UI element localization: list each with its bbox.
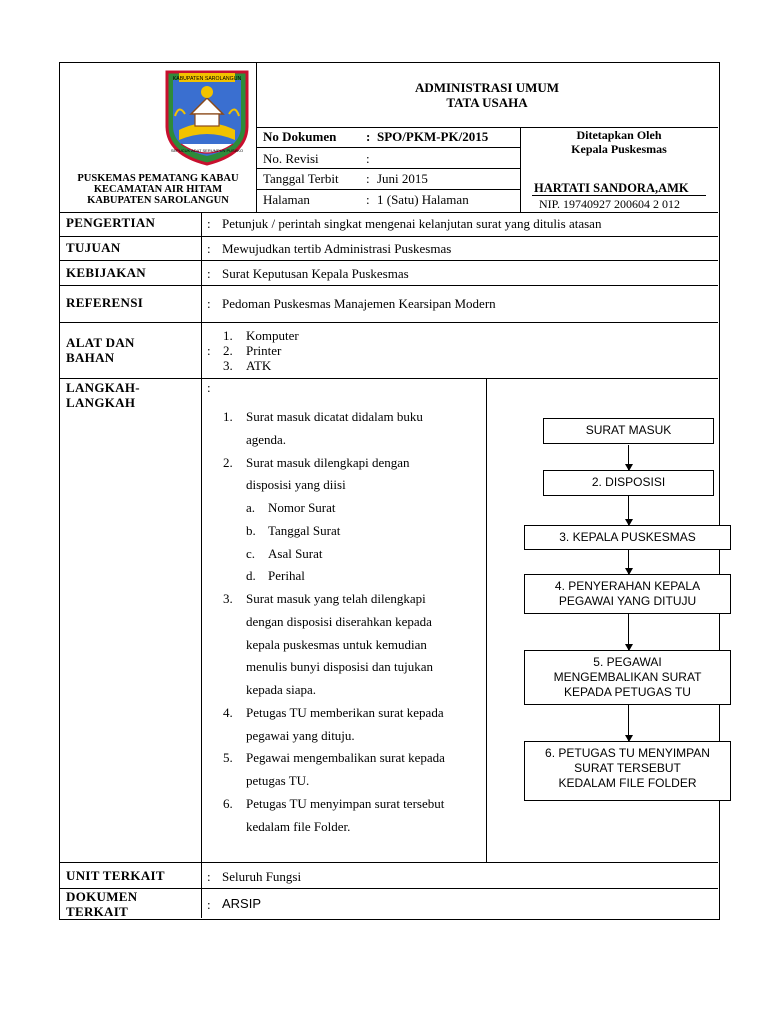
issue-date-label: Tanggal Terbit bbox=[263, 171, 339, 186]
step-6-line-2: kedalam file Folder. bbox=[246, 819, 351, 834]
flow-arrow-1 bbox=[628, 445, 629, 470]
title-line-2: TATA USAHA bbox=[446, 95, 528, 110]
step-4-number: 4. bbox=[223, 705, 233, 720]
flow-box-6-line-1: 6. PETUGAS TU MENYIMPAN bbox=[545, 746, 710, 760]
flow-box-surat-masuk bbox=[543, 418, 714, 444]
langkah-label-line-1: LANGKAH- bbox=[66, 380, 140, 395]
revision-colon: : bbox=[366, 151, 370, 166]
flow-box-5-line-2: MENGEMBALIKAN SURAT bbox=[553, 670, 702, 684]
district-logo bbox=[161, 70, 253, 166]
flow-box-1-text: SURAT MASUK bbox=[585, 423, 672, 437]
alat-item-1: Komputer bbox=[246, 328, 299, 343]
flow-box-4-line-2: PEGAWAI YANG DITUJU bbox=[558, 594, 697, 608]
svg-text:SEPUCUK ADAT SERUMPUN PUSAKO: SEPUCUK ADAT SERUMPUN PUSAKO bbox=[170, 148, 244, 153]
alat-item-2: Printer bbox=[246, 343, 282, 358]
row-line-pengertian bbox=[59, 236, 718, 237]
flow-box-2-text: 2. DISPOSISI bbox=[591, 475, 666, 489]
approval-line-1: Ditetapkan Oleh bbox=[576, 128, 662, 142]
step-2-line-1: Surat masuk dilengkapi dengan bbox=[246, 455, 410, 470]
step-3-line-1: Surat masuk yang telah dilengkapi bbox=[246, 591, 426, 606]
signatory-nip: NIP. 19740927 200604 2 012 bbox=[539, 197, 681, 211]
doc-number-colon: : bbox=[366, 129, 371, 144]
referensi-colon: : bbox=[207, 296, 211, 311]
flow-box-kepala-puskesmas bbox=[524, 525, 731, 550]
step-3-line-5: kepada siapa. bbox=[246, 682, 317, 697]
row-line-unit bbox=[59, 888, 718, 889]
step-2-sub-b-letter: b. bbox=[246, 523, 256, 538]
step-2-sub-d: Perihal bbox=[268, 568, 305, 583]
title-line-1: ADMINISTRASI UMUM bbox=[414, 80, 560, 95]
referensi-label: REFERENSI bbox=[66, 295, 144, 310]
step-2-sub-c: Asal Surat bbox=[268, 546, 323, 561]
page-colon: : bbox=[366, 192, 370, 207]
step-2-sub-a: Nomor Surat bbox=[268, 500, 336, 515]
kebijakan-value: Surat Keputusan Kepala Puskesmas bbox=[222, 266, 409, 281]
step-3-line-2: dengan disposisi diserahkan kepada bbox=[246, 614, 432, 629]
flow-box-petugas-menyimpan bbox=[524, 741, 731, 801]
issue-date-value: Juni 2015 bbox=[377, 171, 428, 186]
revision-label: No. Revisi bbox=[263, 151, 319, 166]
step-3-line-3: kepala puskesmas untuk kemudian bbox=[246, 637, 427, 652]
step-2-sub-b: Tanggal Surat bbox=[268, 523, 341, 538]
step-2-line-2: disposisi yang diisi bbox=[246, 477, 346, 492]
step-4-line-1: Petugas TU memberikan surat kepada bbox=[246, 705, 444, 720]
alat-label-line-1: ALAT DAN bbox=[66, 335, 135, 350]
step-2-sub-a-letter: a. bbox=[246, 500, 256, 515]
dokumen-terkait-value: ARSIP bbox=[222, 896, 262, 911]
flow-box-pegawai-mengembalikan bbox=[524, 650, 731, 705]
org-line-2: KECAMATAN AIR HITAM bbox=[93, 184, 223, 195]
tujuan-colon: : bbox=[207, 241, 211, 256]
row-line-alat bbox=[59, 378, 718, 379]
step-1-line-2: agenda. bbox=[246, 432, 287, 447]
flow-box-disposisi bbox=[543, 470, 714, 496]
row-line-referensi bbox=[59, 322, 718, 323]
pengertian-label: PENGERTIAN bbox=[66, 215, 156, 230]
row-line-langkah bbox=[59, 862, 718, 863]
step-5-line-2: petugas TU. bbox=[246, 773, 310, 788]
referensi-value: Pedoman Puskesmas Manajemen Kearsipan Modern bbox=[222, 296, 496, 311]
flow-box-6-line-3: KEDALAM FILE FOLDER bbox=[558, 776, 697, 790]
row-line-kebijakan bbox=[59, 285, 718, 286]
alat-label-line-2: BAHAN bbox=[66, 350, 115, 365]
kebijakan-label: KEBIJAKAN bbox=[66, 265, 146, 280]
tujuan-value: Mewujudkan tertib Administrasi Puskesmas bbox=[222, 241, 452, 256]
org-line-3: KABUPATEN SAROLANGUN bbox=[87, 195, 229, 206]
step-3-number: 3. bbox=[223, 591, 233, 606]
step-2-sub-d-letter: d. bbox=[246, 568, 256, 583]
dokumen-terkait-colon: : bbox=[207, 897, 211, 912]
doc-field-line-3 bbox=[256, 189, 520, 190]
step-5-number: 5. bbox=[223, 750, 233, 765]
tujuan-label: TUJUAN bbox=[66, 240, 121, 255]
flow-arrow-2 bbox=[628, 496, 629, 525]
row-line-header bbox=[59, 212, 718, 213]
step-6-number: 6. bbox=[223, 796, 233, 811]
unit-terkait-value: Seluruh Fungsi bbox=[222, 869, 302, 884]
flow-box-5-line-1: 5. PEGAWAI bbox=[593, 655, 662, 669]
langkah-colon: : bbox=[207, 380, 211, 395]
organization-name bbox=[60, 173, 256, 206]
flow-arrow-3 bbox=[628, 550, 629, 574]
flowchart-column-divider bbox=[486, 378, 487, 862]
org-line-1: PUSKEMAS PEMATANG KABAU bbox=[77, 173, 239, 184]
pengertian-value: Petunjuk / perintah singkat mengenai kelanjutan surat yang ditulis atasan bbox=[222, 216, 602, 231]
step-6-line-1: Petugas TU menyimpan surat tersebut bbox=[246, 796, 445, 811]
alat-item-2-number: 2. bbox=[223, 343, 233, 358]
row-line-tujuan bbox=[59, 260, 718, 261]
step-3-line-4: menulis bunyi disposisi dan tujukan bbox=[246, 659, 434, 674]
doc-number-value: SPO/PKM-PK/2015 bbox=[377, 129, 489, 144]
flow-box-4-line-1: 4. PENYERAHAN KEPALA bbox=[554, 579, 701, 593]
dokumen-terkait-label-line-1: DOKUMEN bbox=[66, 889, 138, 904]
district-emblem-icon bbox=[161, 70, 253, 166]
pengertian-colon: : bbox=[207, 216, 211, 231]
unit-terkait-colon: : bbox=[207, 869, 211, 884]
signatory-name: HARTATI SANDORA,AMK bbox=[534, 181, 689, 195]
doc-field-line-2 bbox=[256, 168, 520, 169]
alat-colon: : bbox=[207, 343, 211, 358]
dokumen-terkait-label-line-2: TERKAIT bbox=[66, 904, 129, 919]
flow-arrow-5 bbox=[628, 705, 629, 741]
label-column-divider bbox=[201, 212, 202, 918]
flow-box-5-line-3: KEPADA PETUGAS TU bbox=[564, 685, 691, 699]
flow-box-6-line-2: SURAT TERSEBUT bbox=[574, 761, 681, 775]
step-2-number: 2. bbox=[223, 455, 233, 470]
step-4-line-2: pegawai yang dituju. bbox=[246, 728, 355, 743]
alat-item-3-number: 3. bbox=[223, 358, 233, 373]
langkah-label-line-2: LANGKAH bbox=[66, 395, 136, 410]
step-1-number: 1. bbox=[223, 409, 233, 424]
step-1-line-1: Surat masuk dicatat didalam buku bbox=[246, 409, 423, 424]
alat-item-3: ATK bbox=[246, 358, 272, 373]
flow-arrow-4 bbox=[628, 614, 629, 650]
svg-text:KABUPATEN SAROLANGUN: KABUPATEN SAROLANGUN bbox=[172, 76, 242, 82]
approval-line-2: Kepala Puskesmas bbox=[571, 142, 667, 156]
flow-box-3-text: 3. KEPALA PUSKESMAS bbox=[559, 530, 696, 544]
document-title bbox=[256, 80, 718, 110]
step-5-line-1: Pegawai mengembalikan surat kepada bbox=[246, 750, 445, 765]
doc-field-line-1 bbox=[256, 147, 520, 148]
unit-terkait-label: UNIT TERKAIT bbox=[66, 868, 165, 883]
page-label: Halaman bbox=[263, 192, 310, 207]
step-2-sub-c-letter: c. bbox=[246, 546, 256, 561]
doc-number-label: No Dokumen bbox=[263, 129, 337, 144]
flow-box-penyerahan bbox=[524, 574, 731, 614]
approval-block bbox=[520, 128, 718, 156]
issue-date-colon: : bbox=[366, 171, 370, 186]
alat-item-1-number: 1. bbox=[223, 328, 233, 343]
kebijakan-colon: : bbox=[207, 266, 211, 281]
page-value: 1 (Satu) Halaman bbox=[377, 192, 469, 207]
